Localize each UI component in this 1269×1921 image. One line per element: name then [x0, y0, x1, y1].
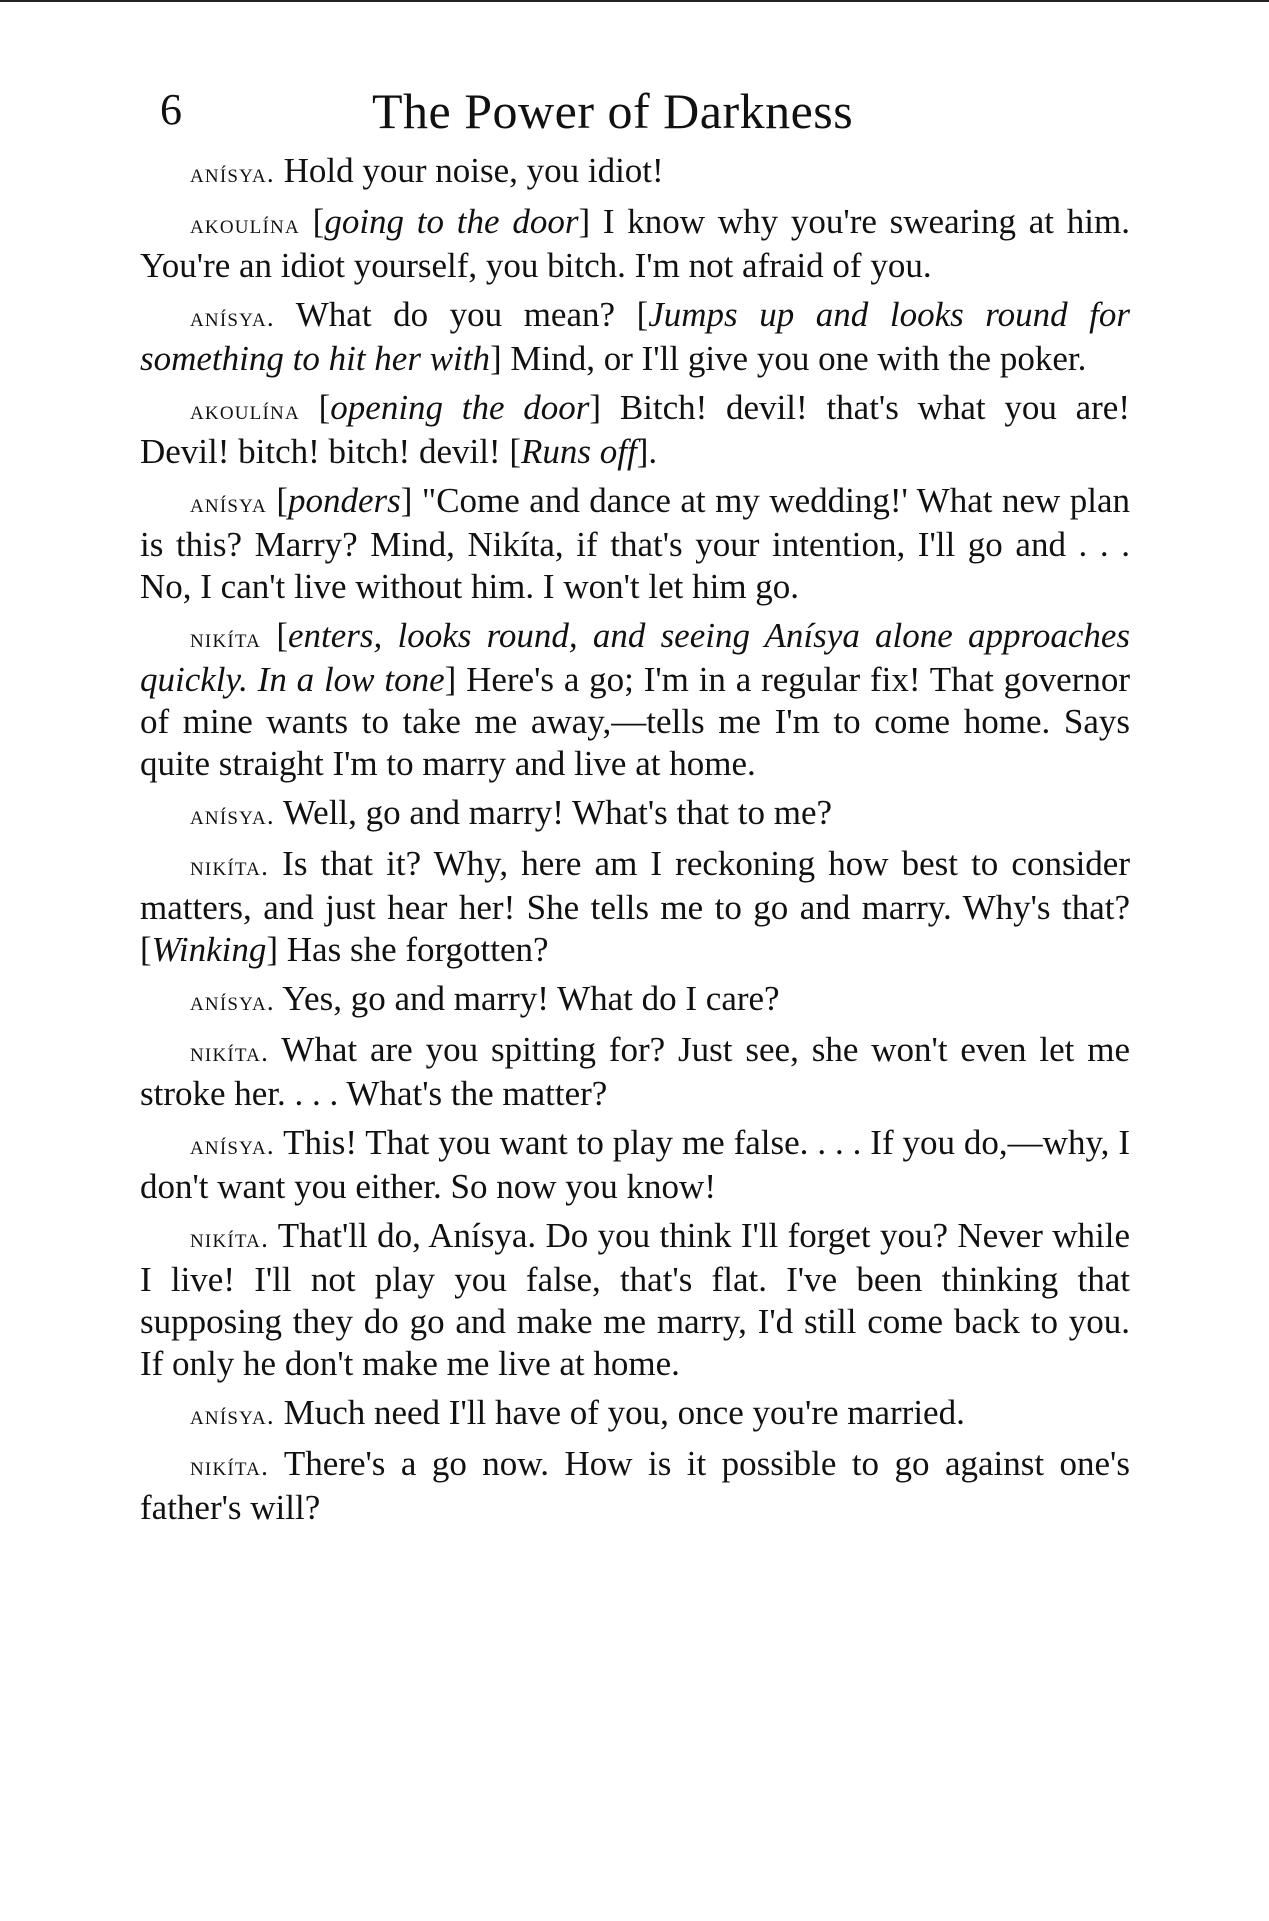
dialogue-text	[140, 150, 1130, 1536]
dialogue-line: [	[266, 481, 289, 520]
speaker-name: anísya.	[190, 158, 275, 188]
dialogue-line: Well, go and marry! What's that to me?	[274, 793, 833, 832]
dialogue-paragraph	[140, 1029, 1130, 1115]
dialogue-paragraph	[140, 1443, 1130, 1529]
dialogue-paragraph	[140, 1122, 1130, 1208]
stage-direction: going to the door	[324, 202, 579, 241]
stage-direction: Runs off	[520, 432, 637, 471]
dialogue-line: Hold your noise, you idiot!	[274, 151, 664, 190]
speaker-name: nikíta	[190, 623, 262, 653]
stage-direction: Winking	[151, 930, 267, 969]
speaker-name: anísya.	[190, 1130, 275, 1160]
dialogue-line: What are you spitting for? Just see, she won't even let me stroke her. . . . What's the matter?	[140, 1030, 1130, 1113]
speaker-name: nikíta.	[190, 1451, 270, 1481]
dialogue-line: ] Here's a go; I'm in a regular fix! That governor of mine wants to take me away,—tells me I'm to come home. Says quite straight I'm to marry and live at home.	[140, 660, 1130, 783]
dialogue-paragraph	[140, 480, 1130, 608]
dialogue-line: What do you mean? [	[274, 295, 649, 334]
stage-direction: Jumps up and looks round for something to hit her with	[140, 295, 1130, 378]
dialogue-paragraph	[140, 150, 1130, 194]
dialogue-paragraph	[140, 978, 1130, 1022]
speaker-name: anísya.	[190, 800, 275, 830]
dialogue-line: ] Mind, or I'll give you one with the poker.	[490, 339, 1087, 378]
dialogue-paragraph	[140, 843, 1130, 971]
dialogue-line: ].	[636, 432, 658, 471]
speaker-name: anísya.	[190, 986, 275, 1016]
speaker-name: akoulína	[190, 209, 300, 239]
dialogue-line: That'll do, Anísya. Do you think I'll forget you? Never while I live! I'll not play you false, that's flat. I've been thinking that supposing they do go and make me marry, I'd still come back to you. If only he don't make me live at home.	[140, 1216, 1130, 1383]
speaker-name: nikíta.	[190, 1037, 270, 1067]
dialogue-paragraph	[140, 294, 1130, 380]
dialogue-line: ] Has she forgotten?	[266, 930, 549, 969]
dialogue-line: [	[299, 202, 325, 241]
speaker-name: akoulína	[190, 395, 300, 425]
dialogue-line: Yes, go and marry! What do I care?	[274, 979, 780, 1018]
dialogue-paragraph	[140, 1215, 1130, 1385]
speaker-name: nikíta.	[190, 851, 270, 881]
dialogue-line: [	[261, 616, 288, 655]
dialogue-line: ] I know why you're swearing at him. You're an idiot yourself, you bitch. I'm not afraid of you.	[140, 202, 1131, 285]
stage-direction: opening the door	[330, 388, 590, 427]
top-border-line	[0, 0, 1269, 2]
speaker-name: nikíta.	[190, 1223, 270, 1253]
dialogue-line: This! That you want to play me false. . . . If you do,—why, I don't want you either. So now you know!	[140, 1123, 1130, 1206]
dialogue-paragraph	[140, 1392, 1130, 1436]
dialogue-paragraph	[140, 201, 1130, 287]
dialogue-line: Is that it? Why, here am I reckoning how best to consider matters, and just hear her! She tells me to go and marry. Why's that? [	[140, 844, 1130, 969]
dialogue-paragraph	[140, 792, 1130, 836]
stage-direction: ponders	[288, 481, 401, 520]
dialogue-line: ] "Come and dance at my wedding!' What new plan is this? Marry? Mind, Nikíta, if that's your intention, I'll go and . . . No, I can't live without him. I won't let him go.	[140, 481, 1130, 606]
speaker-name: anísya	[190, 488, 267, 518]
speaker-name: anísya.	[190, 1400, 275, 1430]
page-header	[160, 82, 940, 142]
dialogue-line: Much need I'll have of you, once you're married.	[274, 1393, 965, 1432]
dialogue-line: [	[299, 388, 331, 427]
stage-direction: enters, looks round, and seeing Anísya alone approaches quickly. In a low tone	[140, 616, 1131, 699]
dialogue-line: There's a go now. How is it possible to go against one's father's will?	[140, 1444, 1130, 1527]
dialogue-paragraph	[140, 387, 1130, 473]
running-title: The Power of Darkness	[372, 83, 854, 139]
dialogue-paragraph	[140, 615, 1130, 785]
page-number: 6	[160, 85, 182, 134]
dialogue-line: ] Bitch! devil! that's what you are! Devil! bitch! bitch! devil! [	[140, 388, 1131, 471]
speaker-name: anísya.	[190, 302, 275, 332]
